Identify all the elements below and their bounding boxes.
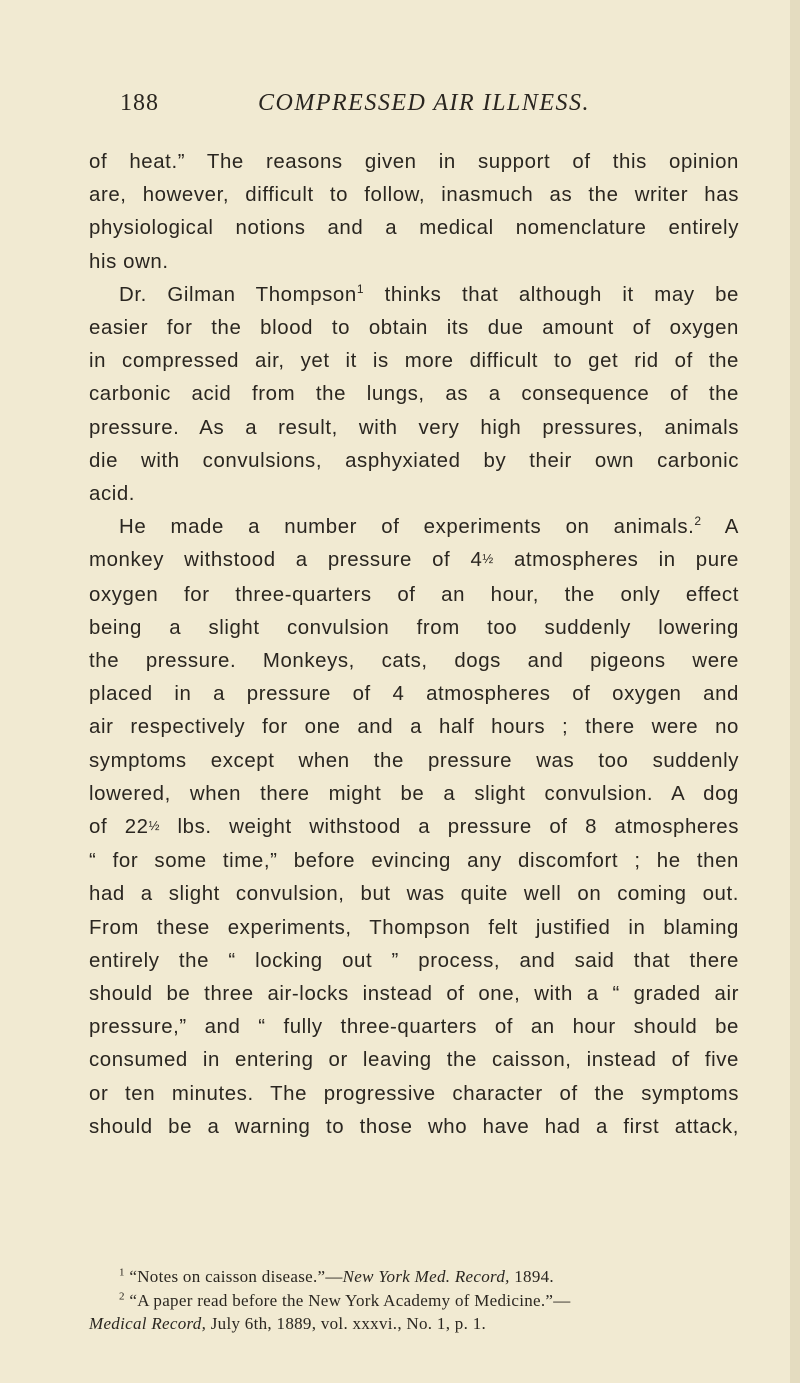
text-line: He made a number of experiments on animals.$^2$ A bbox=[119, 514, 740, 539]
text-line: should be three air-locks instead of one, with a “ graded air bbox=[89, 983, 739, 1006]
text-line: entirely the “ locking out ” process, and said that there bbox=[89, 949, 739, 972]
text-line: monkey withstood a pressure of 4½ atmospheres in pure bbox=[89, 549, 739, 572]
text-line: had a slight convulsion, but was quite well on coming out. bbox=[89, 883, 739, 906]
text-line: air respectively for one and a half hours ; there were no bbox=[89, 716, 739, 739]
text-line: “ for some time,” before evincing any discomfort ; he then bbox=[89, 850, 739, 873]
page-number: 188 bbox=[120, 90, 159, 116]
text-line: of heat.” The reasons given in support of this opinion bbox=[89, 151, 739, 173]
footnote-ref: 1 bbox=[356, 282, 365, 297]
footnotes bbox=[89, 1265, 739, 1336]
text-line: pressure,” and “ fully three-quarters of an hour should be bbox=[89, 1016, 739, 1039]
text-line: die with convulsions, asphyxiated by their own carbonic bbox=[89, 449, 739, 472]
footnote-1: $^1$ “Notes on caisson disease.”—New York Med. Record, 1894. bbox=[119, 1266, 554, 1286]
text-line: are, however, difficult to follow, inasmuch as the writer has bbox=[89, 184, 739, 207]
text-line: placed in a pressure of 4 atmospheres of oxygen and bbox=[89, 683, 739, 706]
text-line: of 22½ lbs. weight withstood a pressure of 8 atmospheres bbox=[89, 816, 739, 839]
footnote-ref: 2 bbox=[694, 514, 702, 529]
footnote-2-cont: Medical Record, July 6th, 1889, vol. xxxvi., No. 1, p. 1. bbox=[89, 1314, 487, 1333]
text-line: should be a warning to those who have had a first attack, bbox=[89, 1115, 739, 1138]
page-edge bbox=[790, 0, 800, 1383]
body-text bbox=[89, 146, 739, 1144]
text-line: acid. bbox=[89, 483, 136, 506]
text-line: being a slight convulsion from too suddenly lowering bbox=[89, 616, 739, 639]
running-head: COMPRESSED AIR ILLNESS. bbox=[258, 90, 591, 116]
text-line: in compressed air, yet it is more difficult to get rid of the bbox=[89, 350, 739, 373]
fraction: ½ bbox=[482, 551, 494, 567]
page-header bbox=[120, 90, 720, 130]
text-line: his own. bbox=[89, 250, 169, 273]
text-line: the pressure. Monkeys, cats, dogs and pigeons were bbox=[89, 650, 739, 673]
text-line: oxygen for three-quarters of an hour, the only effect bbox=[89, 583, 739, 606]
text-line: lowered, when there might be a slight convulsion. A dog bbox=[89, 782, 739, 805]
text-line: carbonic acid from the lungs, as a consequence of the bbox=[89, 383, 739, 406]
text-line: physiological notions and a medical nomenclature entirely bbox=[89, 217, 739, 240]
text-line: easier for the blood to obtain its due amount of oxygen bbox=[89, 317, 739, 340]
text-line: Dr. Gilman Thompson$^1$ thinks that although it may be bbox=[119, 282, 739, 306]
text-line: consumed in entering or leaving the caisson, instead of five bbox=[89, 1049, 739, 1072]
text-line: From these experiments, Thompson felt justified in blaming bbox=[89, 916, 739, 939]
text-line: or ten minutes. The progressive character of the symptoms bbox=[89, 1082, 739, 1105]
text-line: symptoms except when the pressure was too suddenly bbox=[89, 749, 739, 772]
fraction: ½ bbox=[148, 818, 161, 834]
footnote-2: $^2$ “A paper read before the New York Academy of Medicine.”— bbox=[119, 1289, 571, 1310]
text-line: pressure. As a result, with very high pressures, animals bbox=[89, 416, 739, 439]
